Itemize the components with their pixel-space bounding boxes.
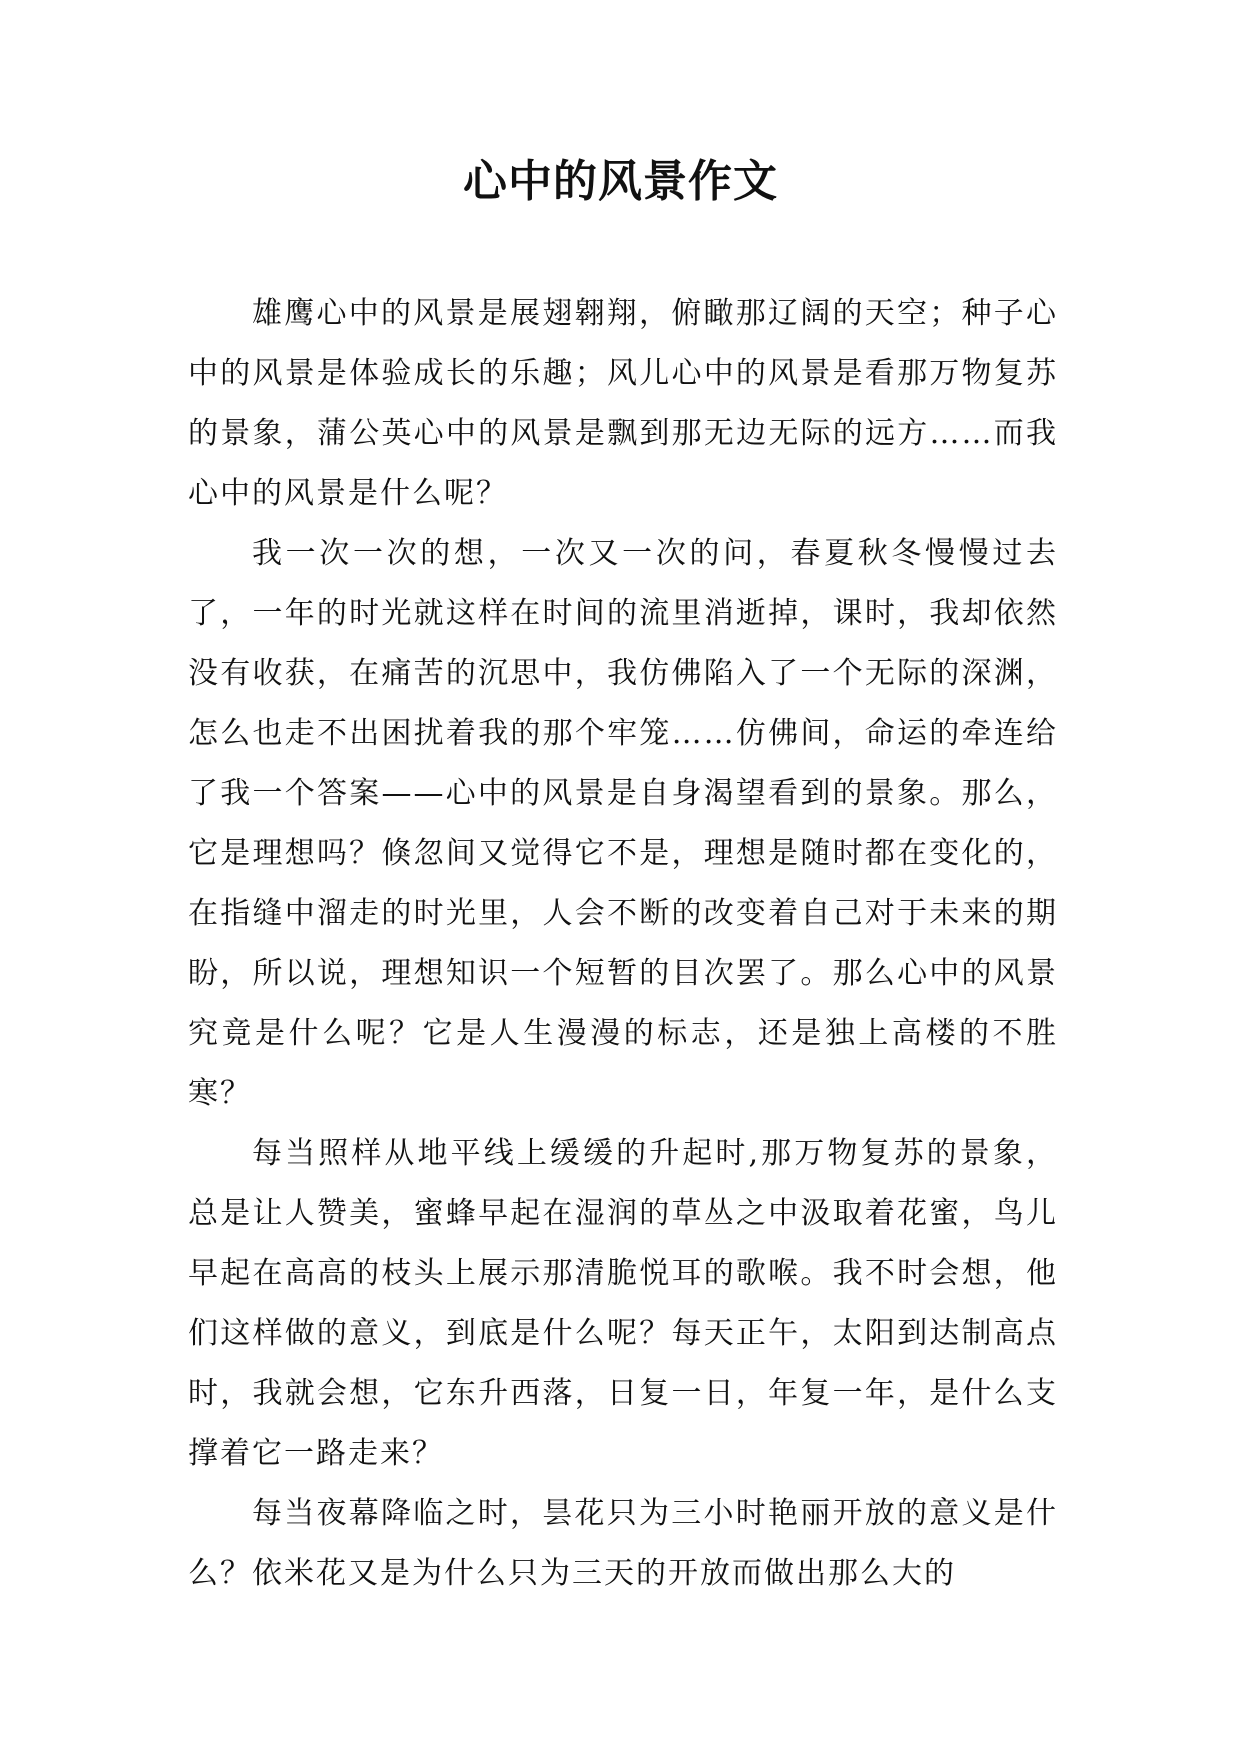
paragraph-3: 每当照样从地平线上缓缓的升起时,那万物复苏的景象，总是让人赞美，蜜蜂早起在湿润的草丛之中汲取着花蜜，鸟儿早起在高高的枝头上展示那清脆悦耳的歌喉。我不时会想，他们这样做的意义，到底是什么呢？每天正午，太阳到达制高点时，我就会想，它东升西落，日复一日，年复一年，是什么支撑着它一路走来？ — [188, 1136, 1058, 1471]
paragraph-1: 雄鹰心中的风景是展翅翱翔，俯瞰那辽阔的天空；种子心中的风景是体验成长的乐趣；风儿心中的风景是看那万物复苏的景象，蒲公英心中的风景是飘到那无边无际的远方……而我心中的风景是什么呢？ — [188, 296, 1058, 511]
document-title: 心中的风景作文 — [463, 156, 778, 207]
paragraph-4: 每当夜幕降临之时，昙花只为三小时艳丽开放的意义是什么？依米花又是为什么只为三天的开放而做出那么大的 — [188, 1496, 1058, 1591]
paragraph-2: 我一次一次的想，一次又一次的问，春夏秋冬慢慢过去了，一年的时光就这样在时间的流里消逝掉，课时，我却依然没有收获，在痛苦的沉思中，我仿佛陷入了一个无际的深渊，怎么也走不出困扰着我的那个牢笼……仿佛间，命运的牵连给了我一个答案——心中的风景是自身渴望看到的景象。那么，它是理想吗？倏忽间又觉得它不是，理想是随时都在变化的，在指缝中溜走的时光里，人会不断的改变着自己对于未来的期盼，所以说，理想知识一个短暂的目次罢了。那么心中的风景究竟是什么呢？它是人生漫漫的标志，还是独上高楼的不胜寒？ — [188, 536, 1058, 1111]
document-body — [188, 284, 1058, 1604]
